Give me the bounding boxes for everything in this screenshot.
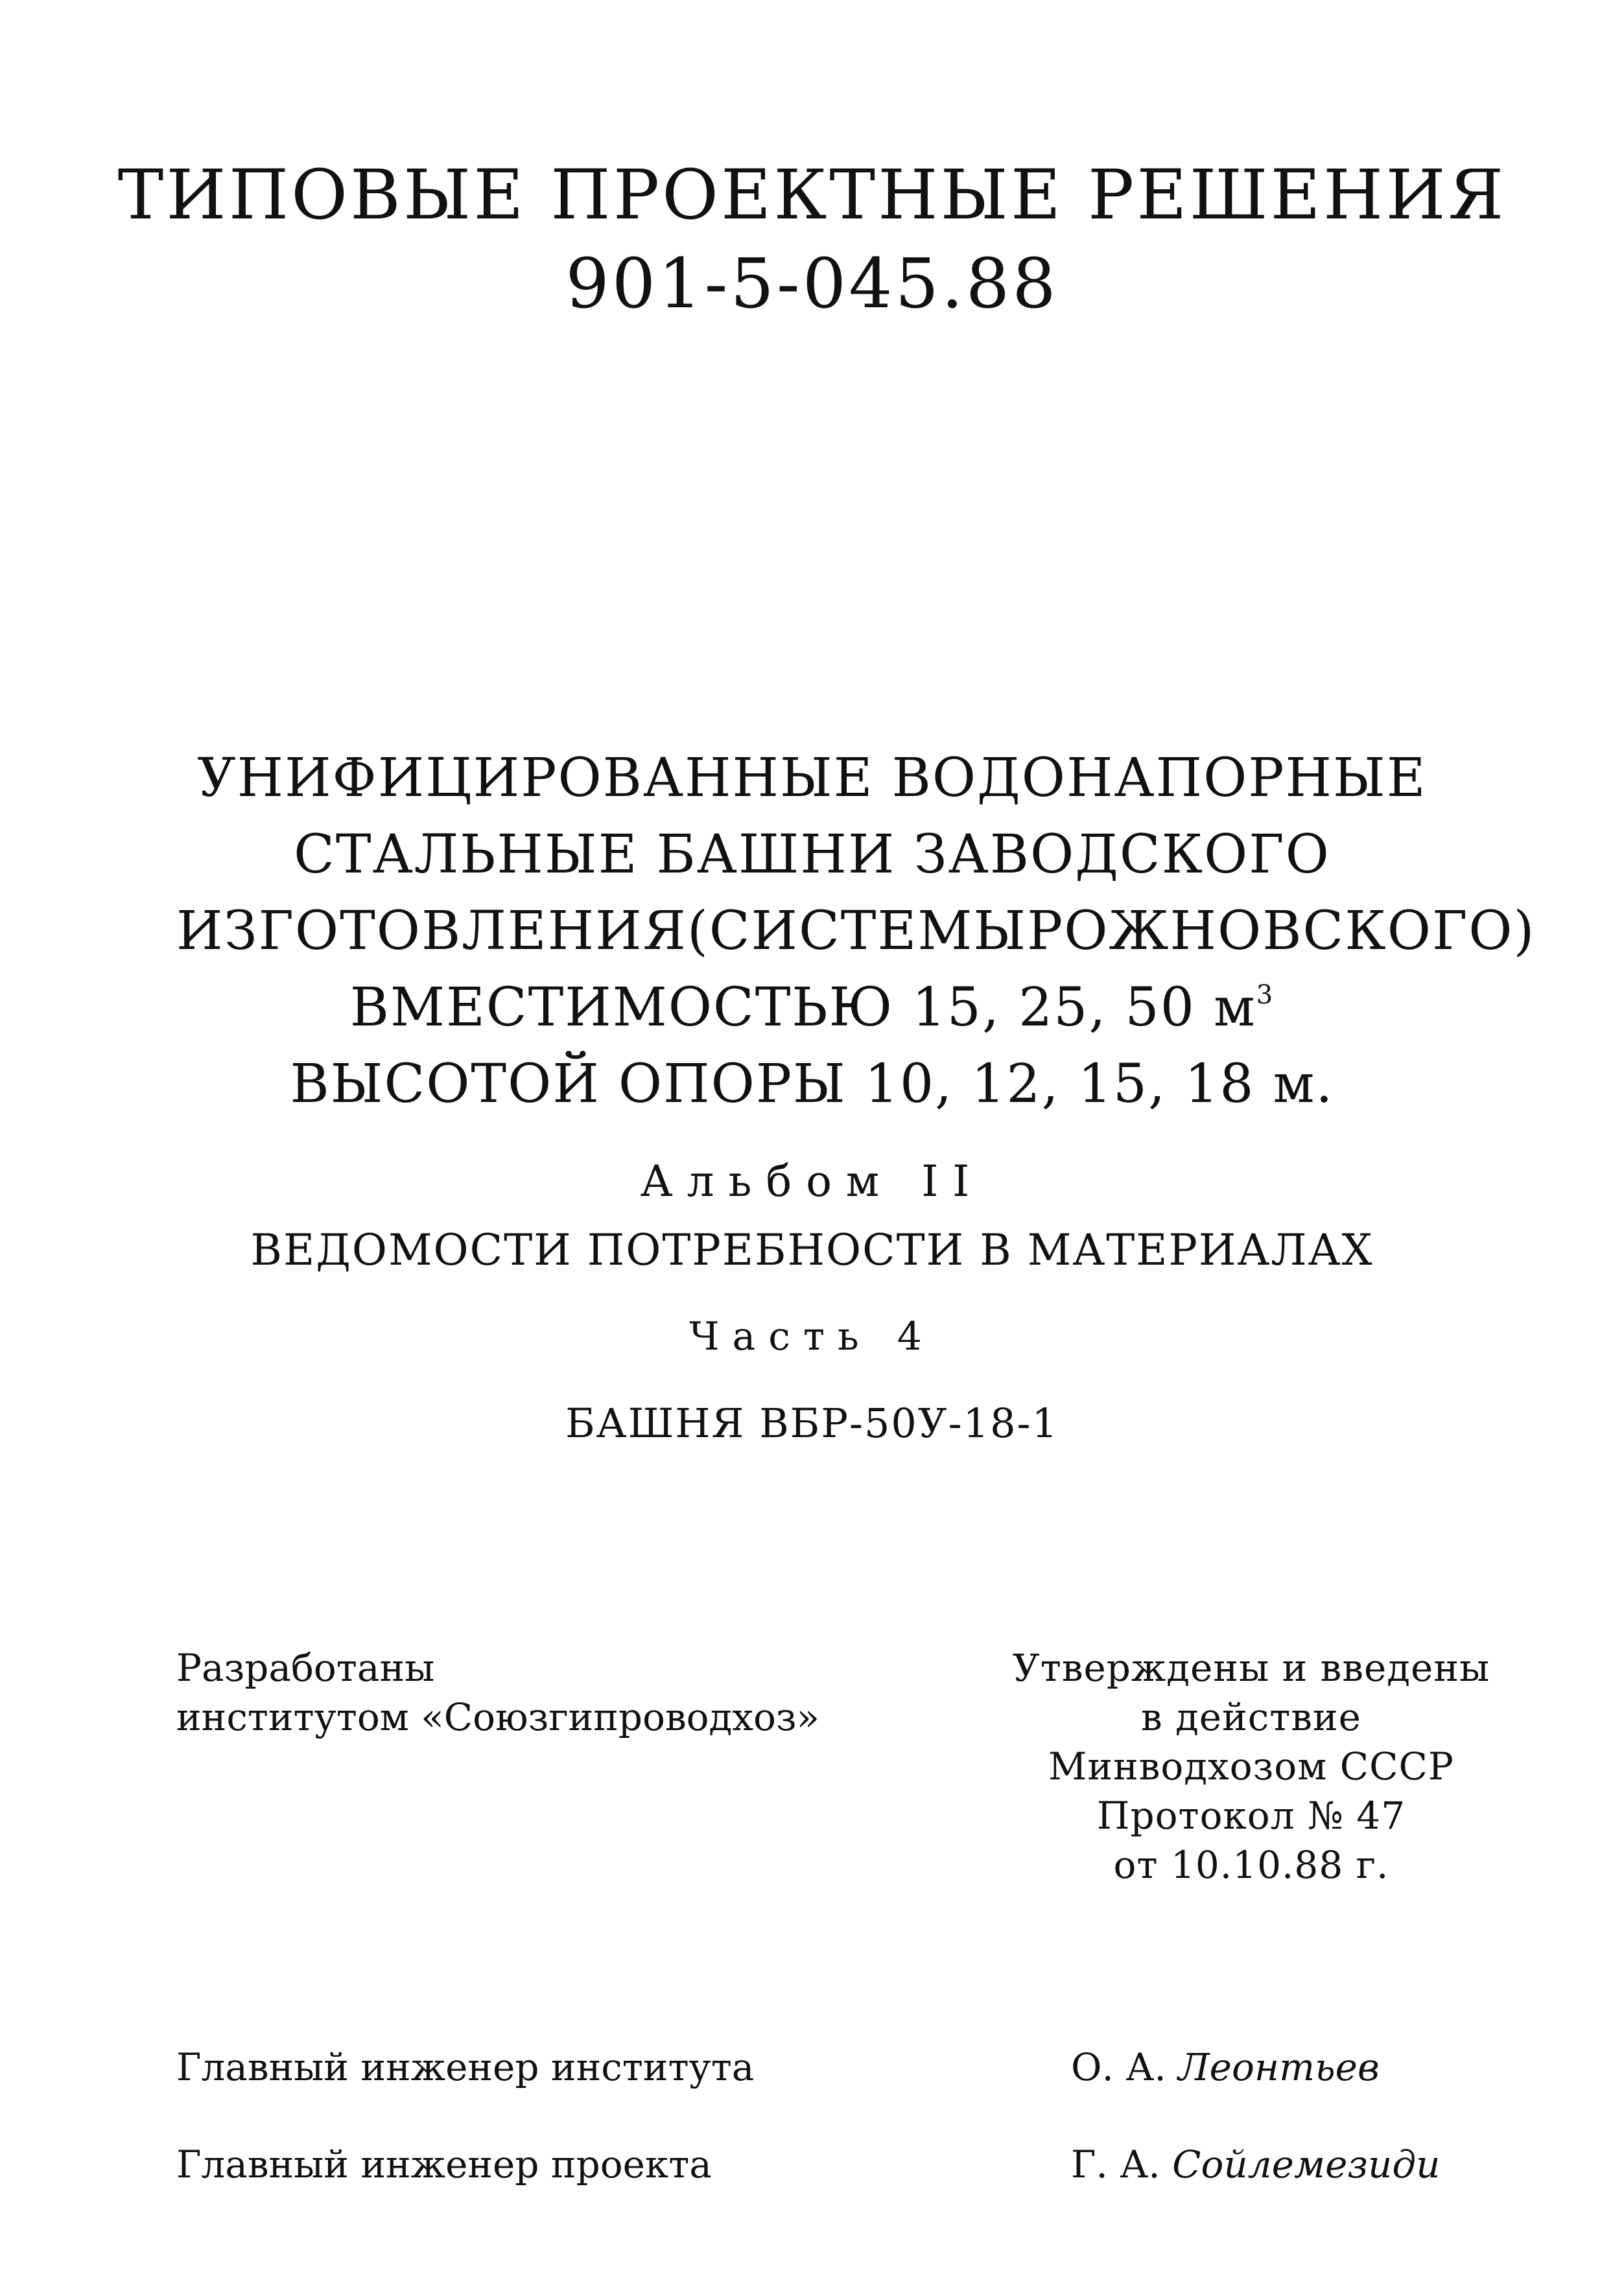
title-line-4: [0, 977, 1624, 1038]
approved-line-1: Утверждены и введены: [1012, 1646, 1490, 1690]
signature-surname: Леонтьев: [1178, 2045, 1380, 2089]
part-label: Часть 4: [689, 1314, 935, 1359]
signature-name: [1071, 2045, 1380, 2089]
signature-role: Главный инженер проекта: [176, 2142, 712, 2186]
signature-initials: О. А.: [1071, 2045, 1166, 2089]
developed-block: [176, 1643, 819, 1742]
tower-designation: БАШНЯ ВБР-50У-18-1: [565, 1400, 1059, 1447]
developed-line-1: Разработаны: [176, 1646, 435, 1690]
title-line-1: УНИФИЦИРОВАННЫЕ ВОДОНАПОРНЫЕ: [197, 747, 1427, 809]
signature-role: Главный инженер института: [176, 2045, 755, 2089]
approved-block: [966, 1643, 1536, 1890]
approved-line-3: Минводхозом СССР: [1048, 1744, 1454, 1788]
series-code: 901-5-045.88: [565, 244, 1059, 323]
cubic-superscript: 3: [1256, 980, 1275, 1010]
album-label: Альбом II: [640, 1156, 984, 1206]
title-line-3-right: РОЖНОВСКОГО): [1027, 900, 1536, 962]
title-line-2: СТАЛЬНЫЕ БАШНИ ЗАВОДСКОГО: [294, 824, 1330, 885]
approved-line-4: Протокол № 47: [1096, 1794, 1406, 1838]
signature-initials: Г. А.: [1071, 2142, 1160, 2186]
title-line-3-left: ИЗГОТОВЛЕНИЯ: [176, 900, 687, 962]
title-line-3-mid: (СИСТЕМЫ: [687, 900, 1028, 962]
title-line-4-text: ВМЕСТИМОСТЬЮ 15, 25, 50 м: [349, 977, 1256, 1038]
approved-line-5: от 10.10.88 г.: [1113, 1843, 1389, 1887]
series-title: ТИПОВЫЕ ПРОЕКТНЫЕ РЕШЕНИЯ: [117, 155, 1507, 235]
title-line-3: [176, 900, 1536, 962]
approved-line-2: в действие: [1141, 1695, 1361, 1739]
title-line-5: ВЫСОТОЙ ОПОРЫ 10, 12, 15, 18 м.: [290, 1053, 1334, 1115]
section-title: ВЕДОМОСТИ ПОТРЕБНОСТИ В МАТЕРИАЛАХ: [250, 1225, 1374, 1275]
signature-name: [1071, 2142, 1441, 2186]
developed-line-2: институтом «Союзгипроводхоз»: [176, 1695, 820, 1739]
signature-surname: Сойлемезиди: [1172, 2142, 1441, 2186]
